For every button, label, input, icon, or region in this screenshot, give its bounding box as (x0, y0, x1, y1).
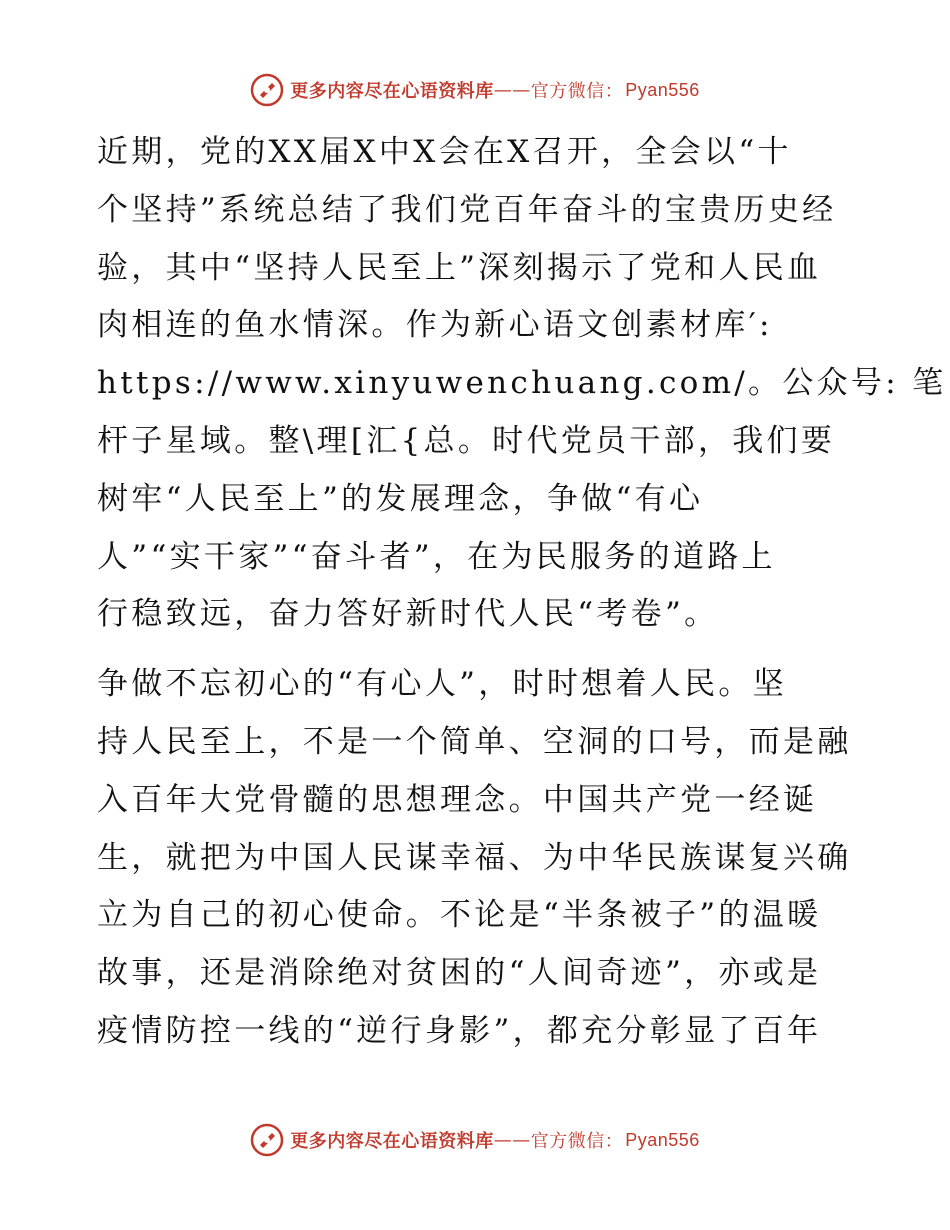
banner-main-text: 更多内容尽在心语资料库 (290, 1131, 494, 1152)
paragraph-2 (97, 656, 857, 1061)
text-line: 故事，还是消除绝对贫困的“人间奇迹”，亦或是 (97, 955, 822, 992)
banner-wechat-label: 官方微信： (530, 1131, 624, 1152)
text-line: 人”“实干家”“奋斗者”，在为民服务的道路上 (97, 538, 776, 575)
text-line: 近期，党的XX届X中X会在X召开，全会以“十 (97, 134, 792, 170)
banner-separator: —— (493, 79, 531, 101)
text-line: 持人民至上，不是一个简单、空洞的口号，而是融 (97, 723, 852, 760)
banner-wechat-id: Pyan556 (625, 79, 700, 100)
text-line: 行稳致远，奋力答好新时代人民“考卷”。 (97, 596, 719, 633)
banner-main-text: 更多内容尽在心语资料库 (290, 81, 494, 102)
red-seal-logo-icon (250, 1123, 284, 1157)
footer-banner (0, 1120, 950, 1160)
banner-wechat-label: 官方微信： (530, 81, 624, 102)
text-line: 生，就把为中国人民谋幸福、为中华民族谋复兴确 (97, 839, 852, 876)
text-line: 争做不忘初心的“有心人”，时时想着人民。坚 (97, 666, 787, 703)
article-body (97, 124, 947, 1073)
text-line: 肉相连的鱼水情深。作为新心语文创素材库′: (97, 307, 773, 344)
text-line-url: https://www.xinyuwenchuang.com/。公众号: 笔 (97, 365, 947, 402)
banner-separator: —— (493, 1129, 531, 1151)
text-line: 验，其中“坚持人民至上”深刻揭示了党和人民血 (97, 249, 822, 286)
header-banner (0, 70, 950, 110)
text-line: 疫情防控一线的“逆行身影”，都充分彰显了百年 (97, 1012, 822, 1049)
red-seal-logo-icon (250, 73, 284, 107)
text-line: 入百年大党骨髓的思想理念。中国共产党一经诞 (97, 781, 818, 818)
text-line: 个坚持”系统总结了我们党百年奋斗的宝贵历史经 (97, 191, 837, 228)
text-line: 立为自己的初心使命。不论是“半条被子”的温暖 (97, 897, 822, 934)
text-line: 杆子星域。整\理[汇{总。时代党员干部，我们要 (97, 422, 836, 459)
text-line: 树牢“人民至上”的发展理念，争做“有心 (97, 480, 704, 517)
paragraph-1 (97, 124, 947, 644)
banner-wechat-id: Pyan556 (625, 1129, 700, 1150)
